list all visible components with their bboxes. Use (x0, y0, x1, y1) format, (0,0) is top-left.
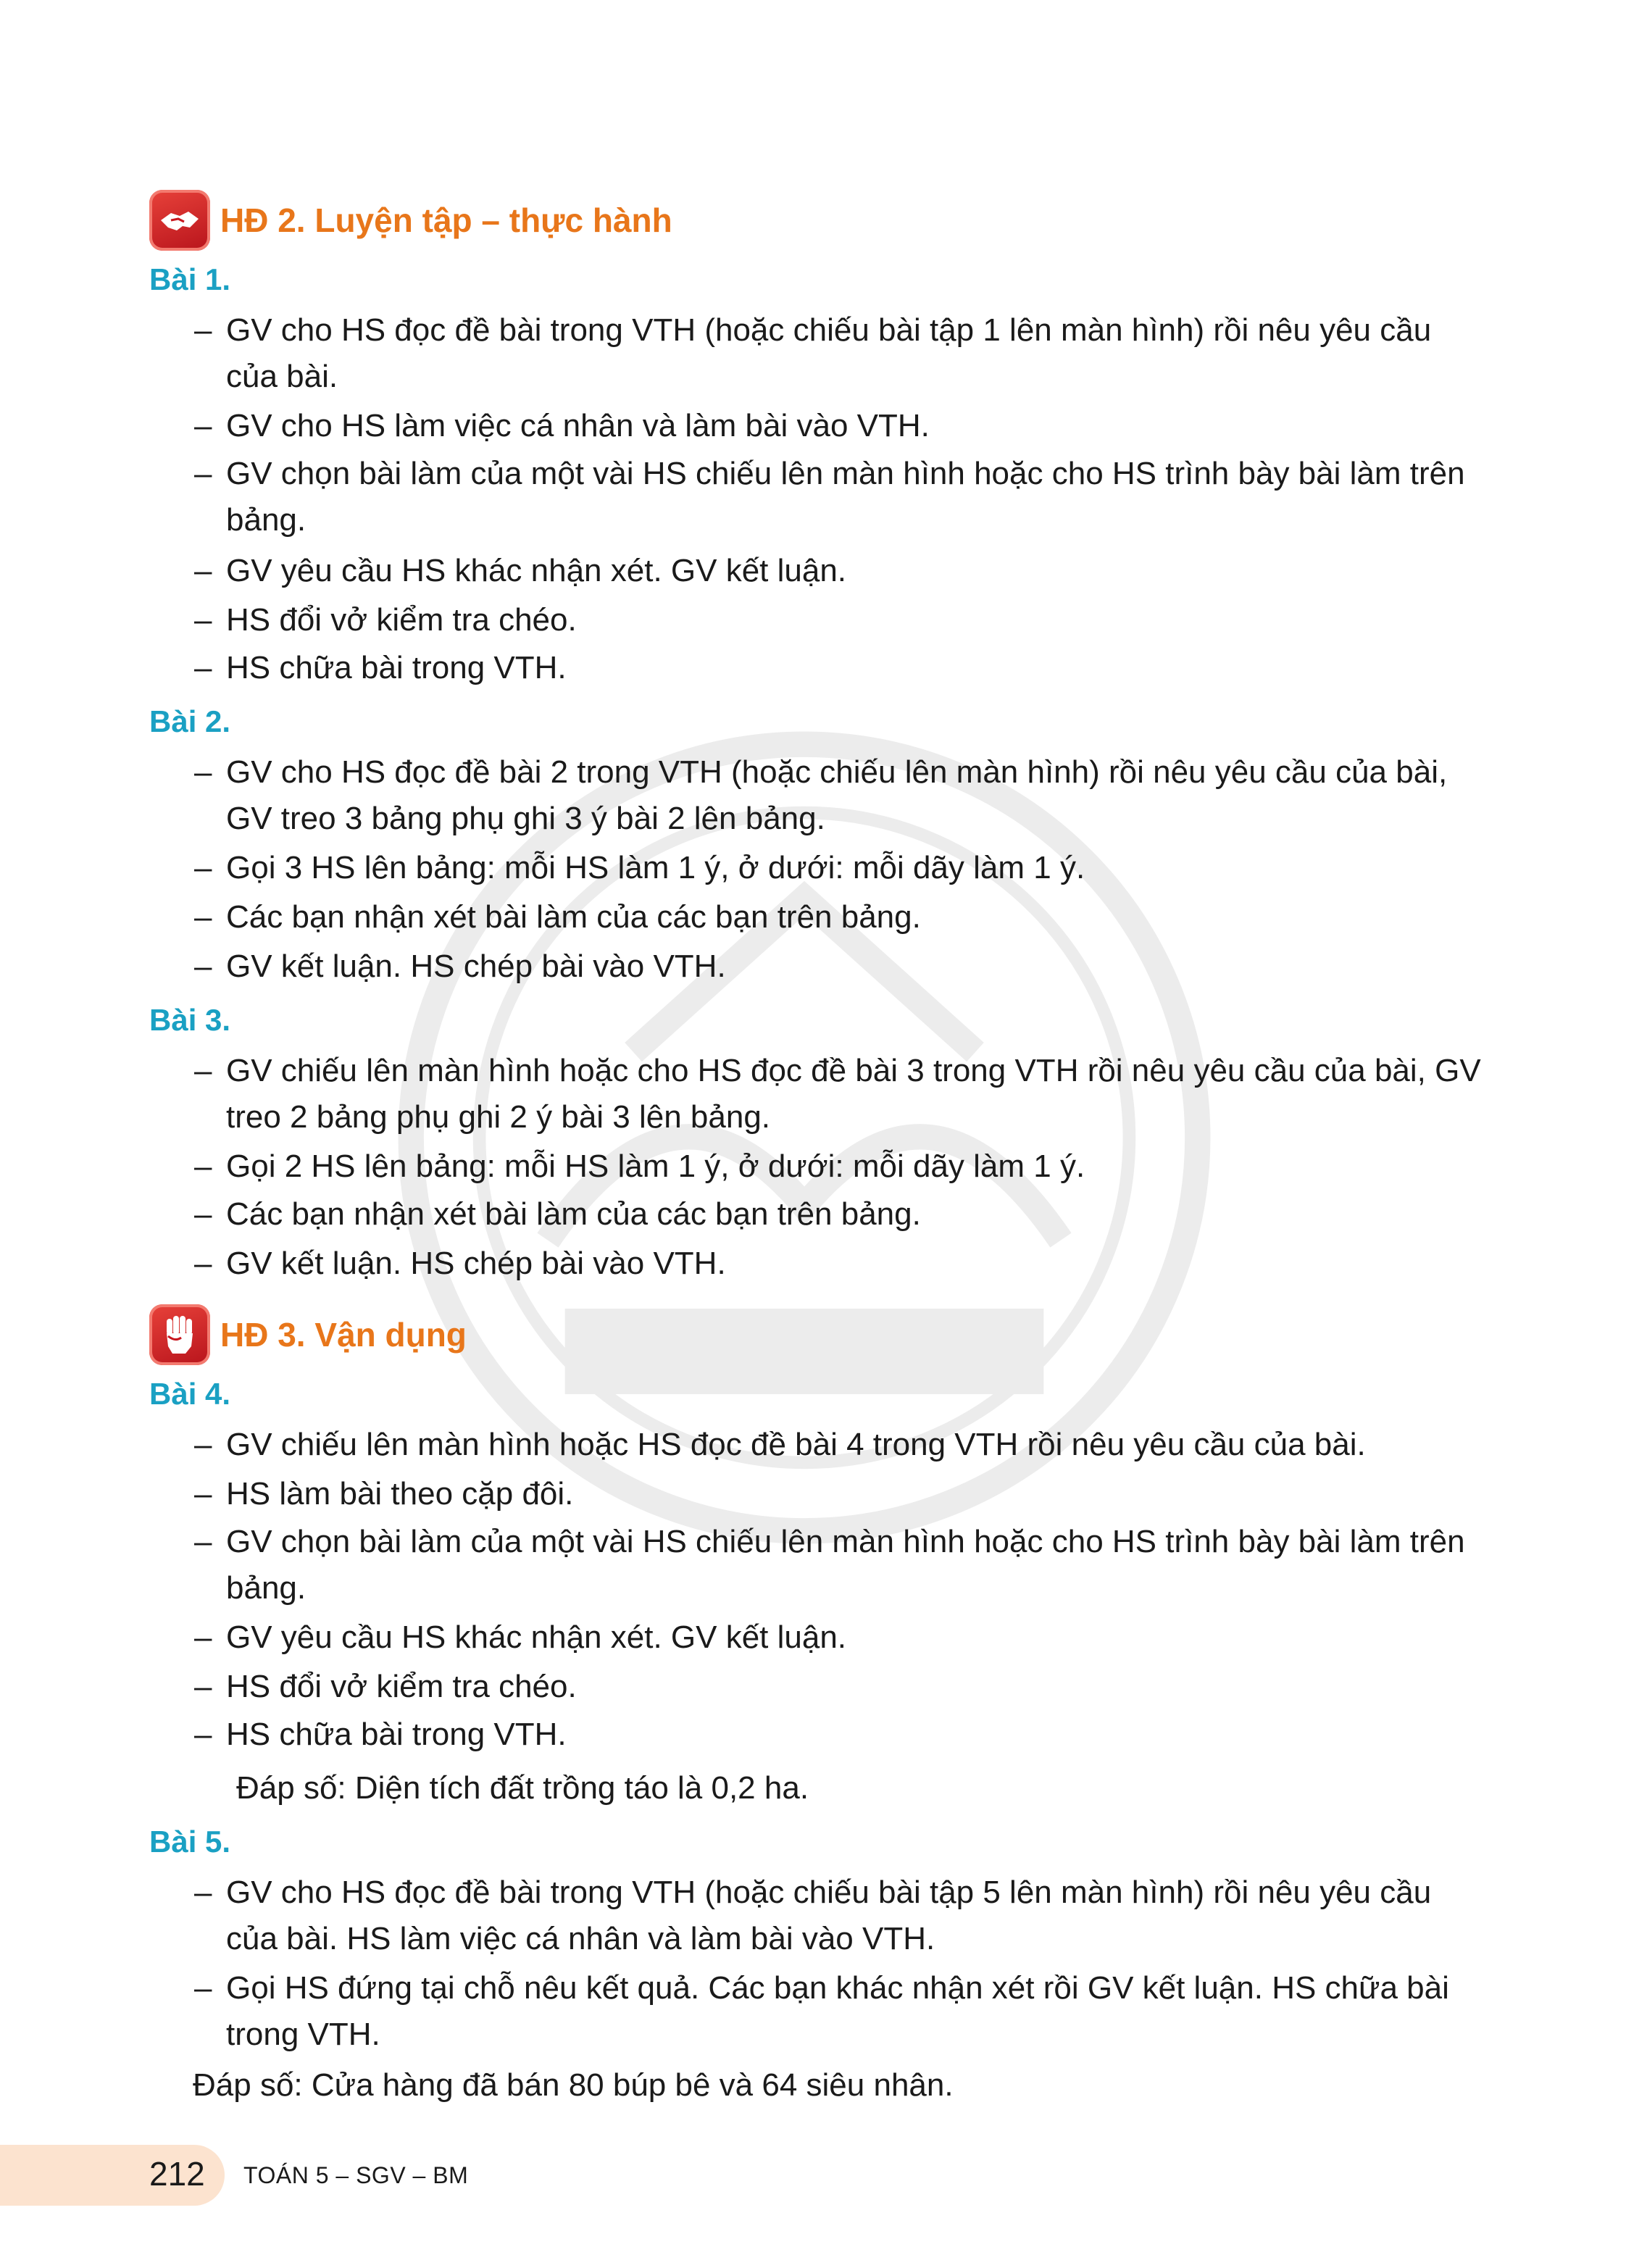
hd3-heading (149, 1304, 467, 1365)
hd2-title: HĐ 2. Luyện tập – thực hành (220, 201, 672, 239)
list-item: – HS chữa bài trong VTH. (194, 650, 567, 685)
list-item: – HS đổi vở kiểm tra chéo. (194, 602, 577, 638)
bai4-title: Bài 4. (149, 1377, 231, 1411)
list-item: – Các bạn nhận xét bài làm của các bạn trên bảng. (194, 1196, 921, 1232)
list-item: – GV kết luận. HS chép bài vào VTH. (194, 1246, 726, 1281)
list-item: – GV cho HS đọc đề bài 2 trong VTH (hoặc chiếu lên màn hình) rồi nêu yêu cầu của bài, GV treo 3 bảng phụ ghi 3 ý bài 2 lên bảng. (194, 754, 1448, 836)
list-item: – GV chọn bài làm của một vài HS chiếu lên màn hình hoặc cho HS trình bày bài làm trên bảng. (194, 456, 1465, 538)
page-number: 212 (149, 2155, 205, 2193)
bai1-title: Bài 1. (149, 262, 231, 296)
list-item: – GV kết luận. HS chép bài vào VTH. (194, 949, 726, 984)
list-item: – GV cho HS đọc đề bài trong VTH (hoặc chiếu bài tập 5 lên màn hình) rồi nêu yêu cầu của bài. HS làm việc cá nhân và làm bài vào VTH. (194, 1875, 1432, 1956)
fist-icon (149, 1304, 210, 1365)
list-item: – Các bạn nhận xét bài làm của các bạn trên bảng. (194, 899, 921, 935)
list-item: – GV yêu cầu HS khác nhận xét. GV kết luận. (194, 1619, 847, 1655)
list-item: – GV yêu cầu HS khác nhận xét. GV kết luận. (194, 553, 847, 588)
list-item: – GV chiếu lên màn hình hoặc HS đọc đề bài 4 trong VTH rồi nêu yêu cầu của bài. (194, 1427, 1366, 1462)
hd2-heading (149, 190, 672, 251)
bai5-title: Bài 5. (149, 1825, 231, 1859)
book-label: TOÁN 5 – SGV – BM (243, 2162, 469, 2188)
bai2-title: Bài 2. (149, 704, 231, 738)
list-item: – Gọi 2 HS lên bảng: mỗi HS làm 1 ý, ở dưới: mỗi dãy làm 1 ý. (194, 1148, 1085, 1184)
list-item: – GV chiếu lên màn hình hoặc cho HS đọc đề bài 3 trong VTH rồi nêu yêu cầu của bài, GV treo 2 bảng phụ ghi 2 ý bài 3 lên bảng. (194, 1053, 1481, 1135)
list-item: – HS làm bài theo cặp đôi. (194, 1476, 574, 1512)
bai5-answer: Đáp số: Cửa hàng đã bán 80 búp bê và 64 siêu nhân. (193, 2067, 954, 2103)
list-item: – Gọi 3 HS lên bảng: mỗi HS làm 1 ý, ở dưới: mỗi dãy làm 1 ý. (194, 850, 1085, 885)
list-item: – GV cho HS đọc đề bài trong VTH (hoặc chiếu bài tập 1 lên màn hình) rồi nêu yêu cầu của bài. (194, 312, 1432, 394)
list-item: – GV cho HS làm việc cá nhân và làm bài vào VTH. (194, 408, 930, 443)
list-item: – HS đổi vở kiểm tra chéo. (194, 1669, 577, 1704)
list-item: – HS chữa bài trong VTH. (194, 1717, 567, 1752)
bai4-answer: Đáp số: Diện tích đất trồng táo là 0,2 ha. (236, 1770, 809, 1806)
hd3-title: HĐ 3. Vận dụng (220, 1316, 467, 1354)
handshake-icon (149, 190, 210, 251)
list-item: – Gọi HS đứng tại chỗ nêu kết quả. Các bạn khác nhận xét rồi GV kết luận. HS chữa bài trong VTH. (194, 1970, 1449, 2052)
bai3-title: Bài 3. (149, 1003, 231, 1037)
list-item: – GV chọn bài làm của một vài HS chiếu lên màn hình hoặc cho HS trình bày bài làm trên bảng. (194, 1524, 1465, 1606)
